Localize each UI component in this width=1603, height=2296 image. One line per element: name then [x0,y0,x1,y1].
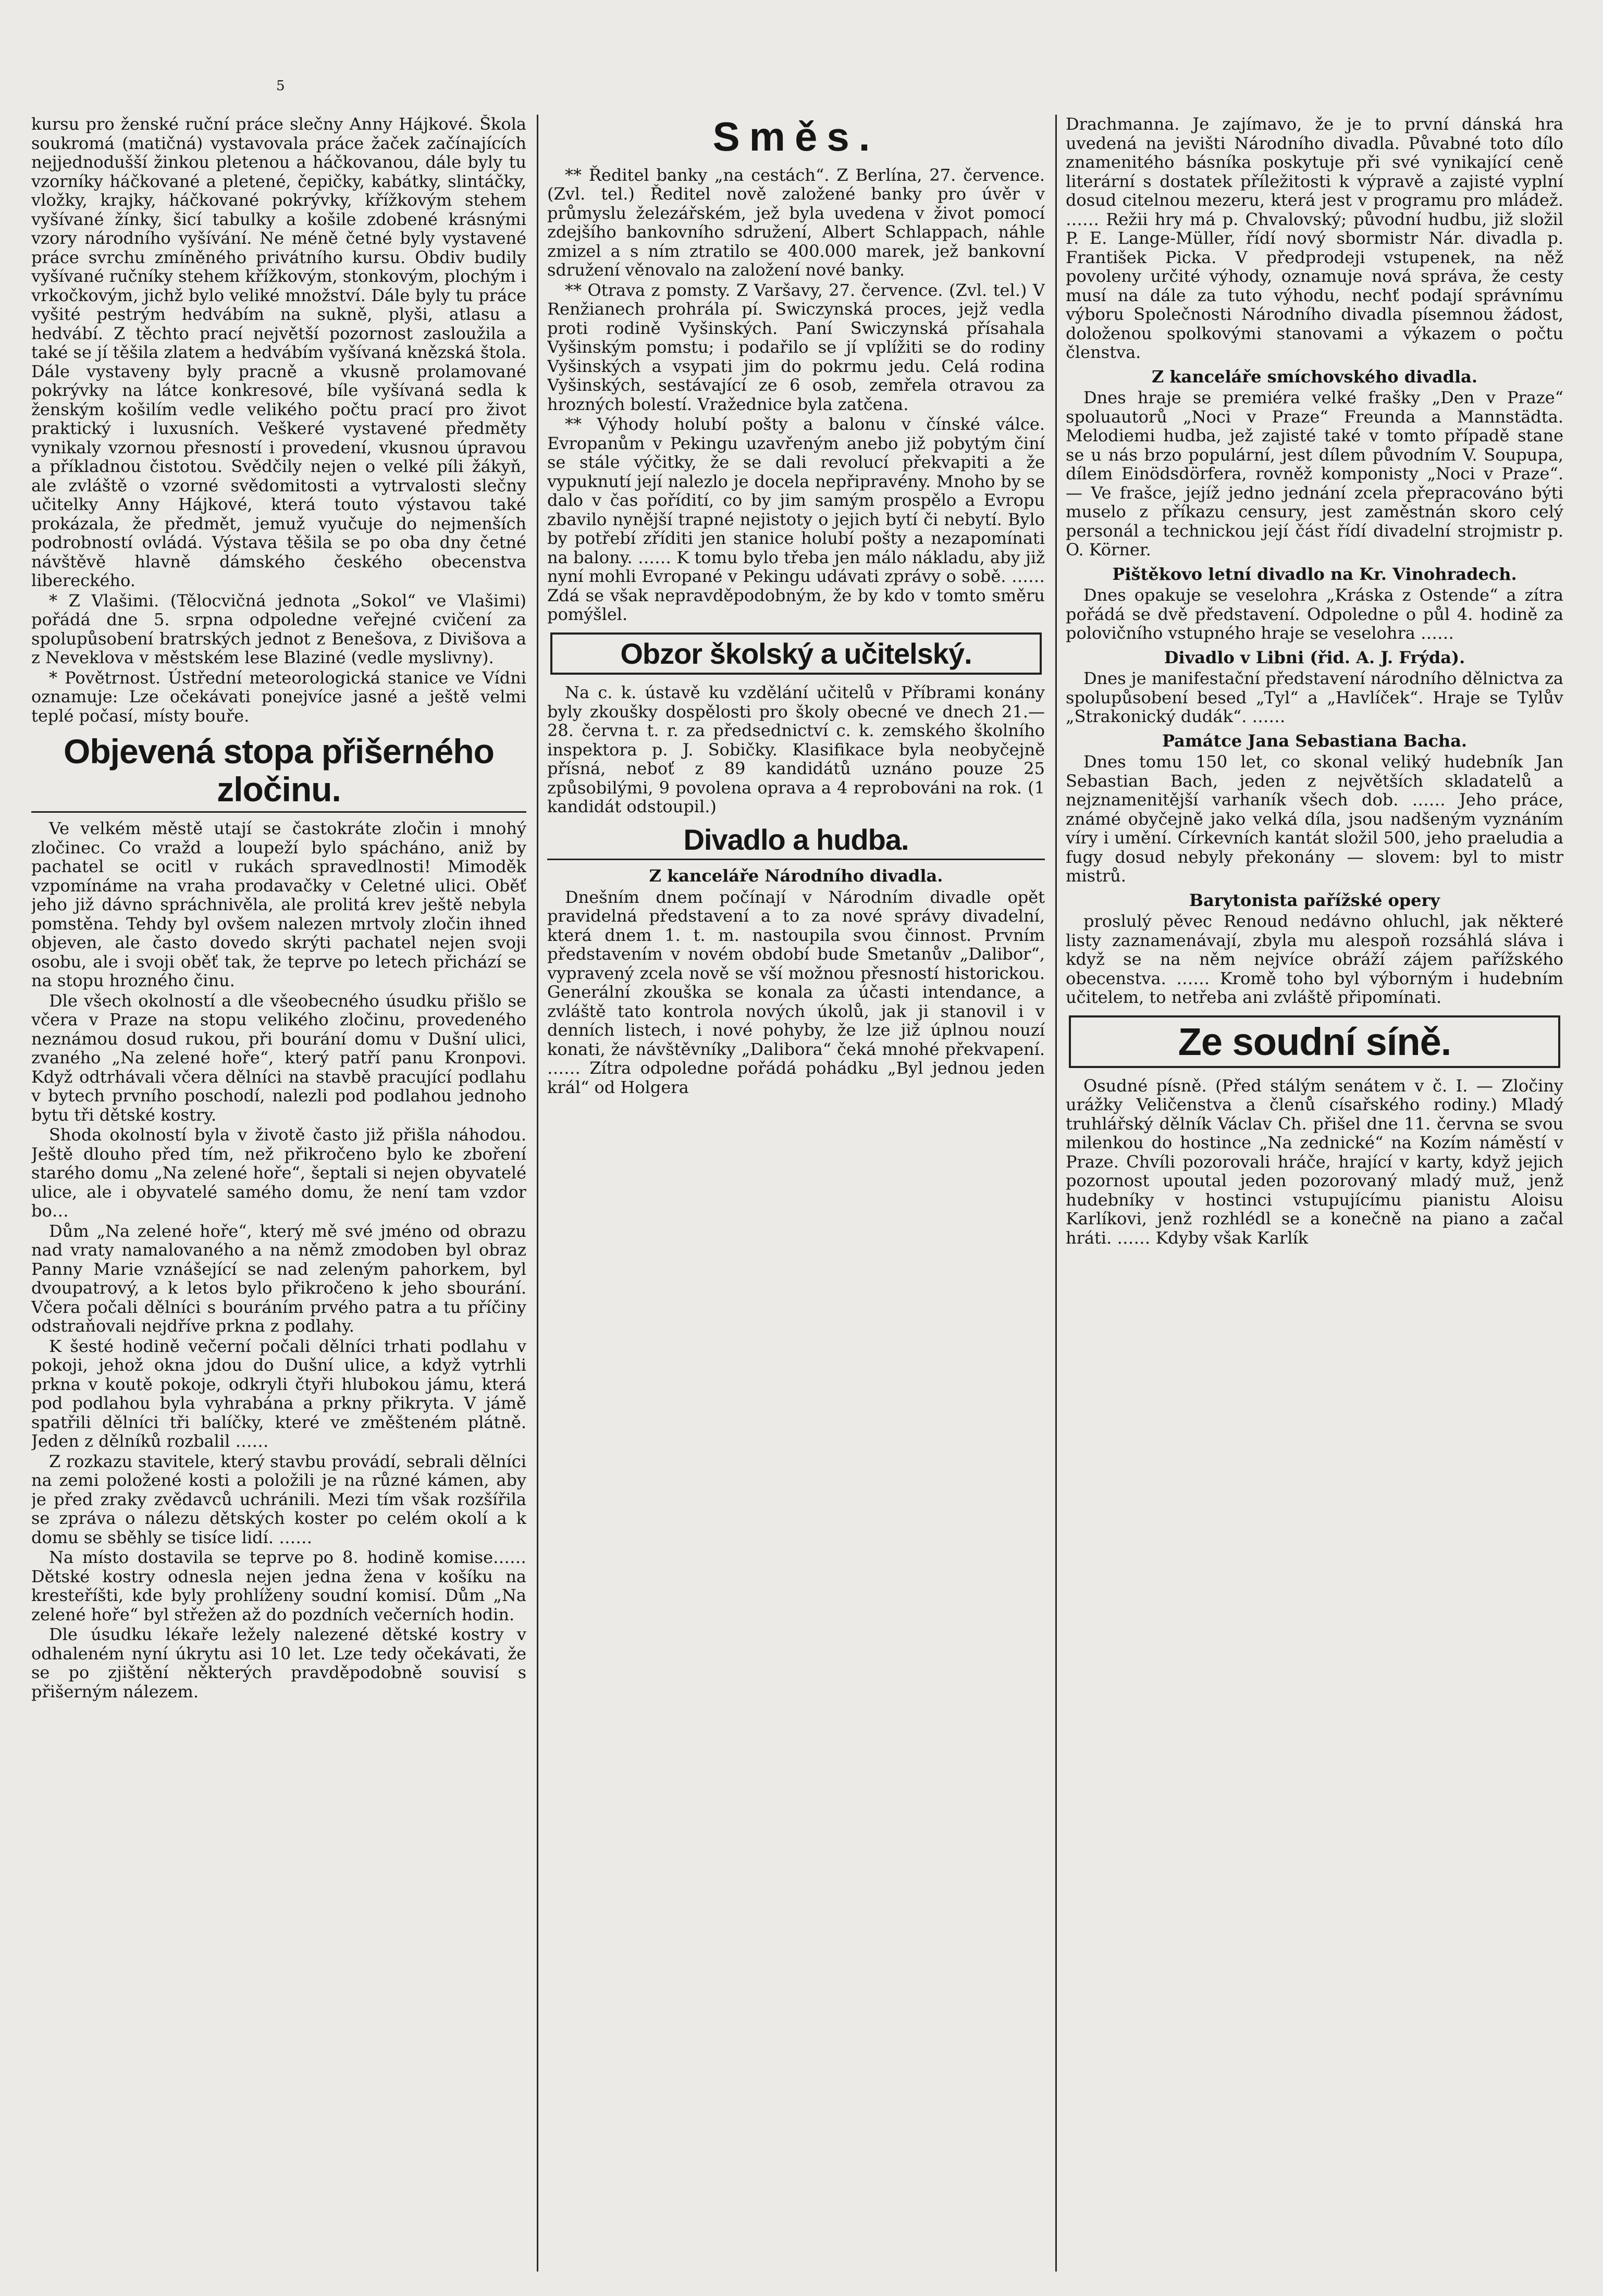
column-3 [1066,115,1563,2277]
article-national-theatre: Dnešním dnem počínají v Národním divadle opět pravidelná představení a to za nové správy divadelní, která dnem 1. t. m. nastoupila svou činnost. Prvním představením v novém období bude Smetanův „Dalibor“, vypravený zcela nově se vší možnou přesností historickou. Generální zkouška se konala za účasti intendance, a zvláště tato kontrola nových úkolů, jak ji stanovil i v denních listech, i nové pohyby, že lze již úplnou nouzí konati, že návštěvníky „Dalibora“ čeká mnohé překvapení. …… Zítra odpoledne pořádá pohádku „Byl jednou jeden král“ od Holgera [547,887,1045,1097]
article-smichov: Dnes hraje se premiéra velké frašky „Den v Praze“ spoluautorů „Noci v Praze“ Freunda a Mannstädta. Melodiemi hudba, jež zajisté také v tomto případě stane se u nás brzo populární, jest dílem původním V. Soupupa, dílem Einödsdörfera, rovněž komponisty „Noci v Praze“. — Ve frašce, jejíž jedno jednání zcela přepracováno býti muselo z příkazu censury, jest zaměstnán skoro celý personál a technickou její část řídí divadelní strojmistr p. O. Körner. [1066,388,1563,560]
article-bach: Dnes tomu 150 let, co skonal veliký hudebník Jan Sebastian Bach, jeden z největších skladatelů a nejznamenitější varhaník všech dob. …… Jeho práce, známé obyčejně jako velká díla, jsou nadšeným vyznáním víry i umění. Církevních kantát složil 500, jeho praeludia a fugy dosud nebyly překonány — slovem: byl to mistr mistrů. [1066,752,1563,886]
article-liben: Dnes je manifestační představení národního dělnictva za spolupůsobení besed „Tyl“ a „Havlíček“. Hraje se Tylův „Strakonický dudák“. …… [1066,668,1563,726]
article-poisoning: ** Otrava z pomsty. Z Varšavy, 27. července. (Zvl. tel.) V Renžianech prohrála pí. Swiczynská proces, jejž vedla proti rodině Vyšinských. Paní Swiczynská přísahala Vyšinským pomstu; i podařilo se jí vplížiti se do rodiny Vyšinských a vsypati jim do pokrmu jedu. Celá rodina Vyšinských, sestávající ze 6 osob, zemřela otravou za hrozných bolestí. Vražednice byla zatčena. [547,280,1045,414]
bach-subheading: Památce Jana Sebastiana Bacha. [1162,730,1468,751]
baritone-subheading: Barytonista pařížské opery [1189,890,1440,910]
newspaper-page [31,78,1574,2282]
page-mark: 5 [276,78,285,94]
column-rule-1 [537,115,538,2272]
article-exhibition-cont: kursu pro ženské ruční práce slečny Anny Hájkové. Škola soukromá (matičná) vystavovala práce žaček začínajících nejjednodušší žinkou pletenou a háčkovanou, dále byly tu vzorníky háčkované a pletené, čepičky, kabátky, slintáčky, vložky, krajky, háčkované pokrývky, křížkovým stehem vyšívané žínky, šicí tabulky a košile zdobené krásnými vzory národního vyšívání. Ne méně četné byly vystavené práce svrchu zmíněného privátního kursu. Obdiv budily vyšívané ručníky stehem křížkovým, stonkovým, plochým i vrkočkovým, jichž bylo veliké množství. Dále byly tu práce vyšité pestrým hedvábím na sukně, plyši, atlasu a hedvábí. Z těchto prací největší pozornost zasloužila a také se jí těšila zlatem a hedvábím vyšívaná knězská štola. Dále vystaveny byly pracně a vkusně prolamované pokrývky na látce konkresové, bíle vyšívaná sedla k ženským košilím vedle velikého počtu prací pro život praktický i luxusních. Veškeré vystavené předměty vynikaly vzornou přesností i provedení, vkusnou úpravou a příkladnou čistotou. Svědčily nejen o velké píli žákyň, ale zvláště o vzorné svědomitosti a vytrvalosti slečny učitelky Anny Hájkové, která touto výstavou také prokázala, že předmět, jemuž vyučuje do nejmenších podrobností ovládá. Výstava těšila se po oba dny četné návštěvě hlavně dámského českého obecenstva libereckého. [31,115,526,590]
crime-paragraph-8: Dle úsudku lékaře ležely nalezené dětské kostry v odhaleném nyní úkrytu asi 10 let. Lze tedy očekávati, že se po zjištění některých pravděpodobně souvisí s přišerným nálezem. [31,1624,526,1702]
article-court: Osudné písně. (Před stálým senátem v č. I. — Zločiny urážky Veličenstva a členů císařského rodiny.) Mladý truhlářský dělník Václav Ch. přišel dne 11. června se svou milenkou do hostince „Na zednické“ na Kozím náměstí v Praze. Chvíli pozorovali hráče, hrající v karty, když jejich pozornost upoutal jeden pozorovaný mladý muž, jenž hudebníky v hostinci vstupujícímu pianistu Aloisu Karlíkovi, jenž rozhlédl se a konečně na piano a začal hráti. …… Kdyby však Karlík [1066,1075,1563,1248]
article-theatre-cont: Drachmanna. Je zajímavo, že je to první dánská hra uvedená na jevišti Národního divadla. Půvabné toto dílo znamenitého básníka poskytuje při své vynikající ceně literární s dostatek příležitosti k výpravě a zajisté vyplní dosud citelnou mezeru, která jest v programu pro mládež. …… Režii hry má p. Chvalovský; původní hudbu, již složil P. E. Lange-Müller, řídí nový sbormistr Nár. divadla p. František Picka. V předprodeji vstupenek, na něž povoleny určité výhody, oznamuje nová správa, že cesty musí na dále za tuto výhodu, nechť podají správnímu výboru Společnosti Národního divadla písemnou žádost, doloženou spolkovými stanovami a výkazem o počtu členstva. [1066,115,1563,362]
article-baritone: proslulý pěvec Renoud nedávno ohluchl, jak některé listy zaznamenávají, zbyla mu alespoň rozsáhlá sláva i když se na něm nejvíce obráží zájem pařížského obecenstva. …… Kromě toho byl výborným i hudebním učitelem, to netřeba ani zvláště připomínati. [1066,911,1563,1007]
crime-paragraph-3: Shoda okolností byla v životě často již přišla náhodou. Ještě dlouho před tím, než přikročeno bylo ke zboření starého domu „Na zelené hoře“, šeptali si nejen obyvatelé ulice, ale i obyvatelé samého domu, že není tam vzdor bo… [31,1125,526,1221]
article-schools: Na c. k. ústavě ku vzdělání učitelů v Příbrami konány byly zkoušky dospělosti pro školy obecné ve dnech 21.—28. června t. r. za předsednictví c. k. zemského školního inspektora p. J. Sobičky. Klasifikace byla neobyčejně přísná, neboť z 89 kandidátů uznáno pouze 25 způsobilými, 9 povolena oprava a 4 reprobováni na rok. (1 kandidát odstoupil.) [547,682,1045,817]
article-pigeon-post: ** Výhody holubí pošty a balonu v čínské válce. Evropanům v Pekingu uzavřeným anebo již pobytým činí se stále výčitky, že se dali revolucí překvapiti a že vypuknutí její nalezlo je docela nepřipravény. Mnoho by se dalo v čas pořídití, co by jim samým prospělo a Evropu zbavilo nynější trapné nejistoty o jejich bytí či nebytí. Bylo by potřebí zříditi jen stanice holubí pošty a nezapomínati na balony. …… K tomu bylo třeba jen málo nákladu, aby již nyní mohli Evropané v Pekingu udávati zprávy o sobě. …… Zdá se však nepravděpodobným, že by kdo v tomto směru pomýšlel. [547,414,1045,625]
column-2 [547,115,1045,2277]
national-theatre-subheading: Z kanceláře Národního divadla. [649,866,943,886]
crime-paragraph-5: K šesté hodině večerní počali dělníci trhati podlahu v pokoji, jehož okna jdou do Dušní ulice, a když vytrhli prkna v koutě pokoje, odkryli čtyři hlubokou jámu, která pod podlahou byla vyhrabána a prkny přikryta. V jámě spatřili dělníci tři balíčky, které ve změšteném plátně. Jeden z dělníků rozbalil …… [31,1336,526,1451]
article-vlasim: * Z Vlašimi. (Tělocvičná jednota „Sokol“ ve Vlašimi) pořádá dne 5. srpna odpoledne veřejné cvičení za spolupůsobení bratrských jednot z Benešova, z Divišova a z Neveklova v městském lese Blaziné (vedle myslivny). [31,590,526,667]
liben-subheading: Divadlo v Libni (řid. A. J. Frýda). [1164,647,1465,667]
article-weather: * Povětrnost. Ústřední meteorologická stanice ve Vídni oznamuje: Lze očekávati ponejvíce jasné a ještě velmi teplé počasí, místy bouře. [31,667,526,726]
column-1 [31,115,526,2277]
column-rule-2 [1055,115,1057,2272]
crime-paragraph-1: Ve velkém městě utají se častokráte zločin i mnohý zločinec. Co vražd a loupeží bylo spácháno, aniž by pachatel se ocitl v rukách spravedlnosti! Mimoděk vzpomínáme na vraha prodavačky v Celetné ulici. Oběť jeho již dávno spráchnivěla, ale prolitá krev ještě nebyla pomstěna. Tehdy byl ovšem nalezen mrtvoly zločin ihned objeven, ale často dovedo skrýti pachatel nejen svoji osobu, ale i svoji oběť tak, že teprve po letech přichází se na stopu hrozného činu. [31,818,526,991]
crime-heading: Objevená stopa přišerného zločinu. [31,733,526,813]
miscellany-heading: Směs. [712,115,880,159]
crime-paragraph-6: Z rozkazu stavitele, který stavbu provádí, sebrali dělníci na zemi položené kosti a položili je na různé kámen, aby je před zraky zvědavců uchránili. Mezi tím však rozšířila se zpráva o nálezu dětských koster po celém okolí a k domu se sběhly se tisíce lidí. …… [31,1451,526,1547]
smichov-subheading: Z kanceláře smíchovského divadla. [1151,366,1478,387]
crime-paragraph-4: Dům „Na zelené hoře“, který mě své jméno od obrazu nad vraty namalovaného a na němž zmodoben byl obraz Panny Marie vznášející se nad zeleným pahorkem, byl dvoupatrový, a k letos bylo přikročeno k jeho sbourání. Včera počali dělníci s bouráním prvého patra a tu příčiny odstraňovali nejdříve prkna z podlahy. [31,1221,526,1336]
pistek-subheading: Pištěkovo letní divadlo na Kr. Vinohradech. [1112,564,1517,584]
schools-heading: Obzor školský a učitelský. [550,632,1042,675]
crime-paragraph-2: Dle všech okolností a dle všeobecného úsudku přišlo se včera v Praze na stopu velikého zločinu, provedeného neznámou dosud rukou, při bourání domu v Dušní ulici, zvaného „Na zelené hoře“, který patří panu Kronpovi. Když odtrhávali včera dělníci na stavbě pracující podlahu v bytech prvního poschodí, nalezli pod podlahou jednoho bytu tři dětské kostry. [31,990,526,1125]
theatre-heading: Divadlo a hudba. [547,824,1045,861]
court-heading: Ze soudní síně. [1069,1015,1560,1068]
article-pistek: Dnes opakuje se veselohra „Kráska z Ostende“ a zítra pořádá se dvě představení. Odpoledne o půl 4. hodině za polovičního vstupného hraje se veselohra …… [1066,585,1563,643]
crime-paragraph-7: Na místo dostavila se teprve po 8. hodině komise…… Dětské kostry odnesla nejen jedna žena v košíku na kresteříšti, kde byly prohlíženy soudní komisí. Dům „Na zelené hoře“ byl střežen až do pozdních večerních hodin. [31,1547,526,1624]
article-bank-director: ** Ředitel banky „na cestách“. Z Berlína, 27. července. (Zvl. tel.) Ředitel nově založené banky pro úvěr v průmyslu železářském, jež byla uvedena v život pomocí zdejšího bankovního sdružení, Albert Schlappach, náhle zmizel a s ním ztratilo se 400.000 marek, jež bankovní sdružení věnovalo na založení nové banky. [547,165,1045,280]
